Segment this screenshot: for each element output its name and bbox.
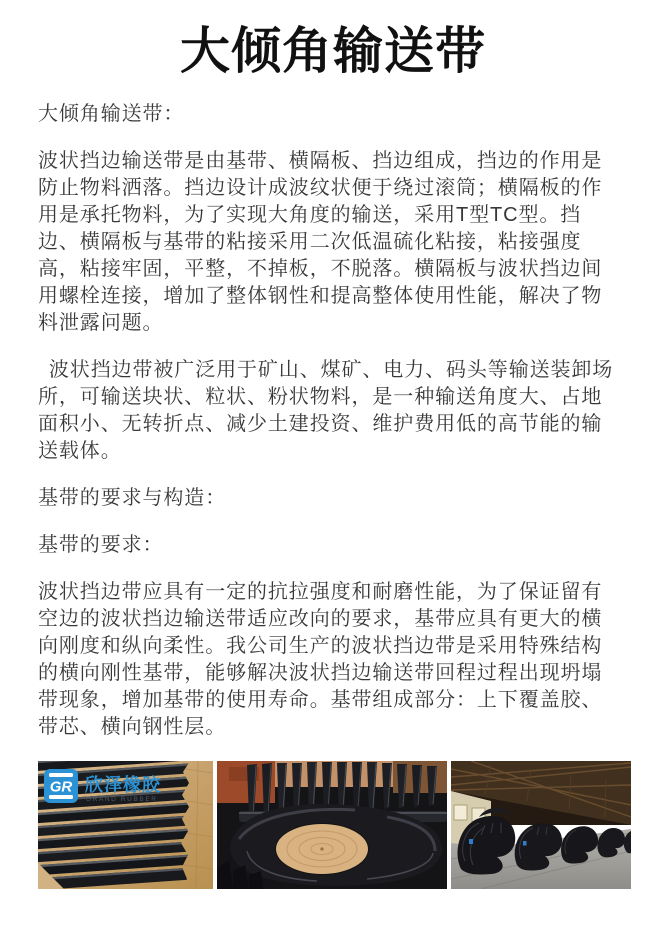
logo-name-cn: 欣泽橡胶: [85, 775, 161, 795]
product-photo-sidewall-strips: [38, 761, 213, 889]
article-body: [0, 101, 666, 741]
section-label-base-belt-structure: 基带的要求与构造：: [38, 487, 227, 509]
logo-monogram: GR: [49, 778, 73, 796]
section-label-intro: 大倾角输送带：: [38, 103, 185, 125]
grand-rubber-logo: [44, 769, 161, 803]
page-title: 大倾角输送带: [180, 23, 486, 79]
paragraph-base-belt-details: 波状挡边带应具有一定的抗拉强度和耐磨性能，为了保证留有空边的波状挡边输送带适应改向的要求，基带应具有更大的横向刚度和纵向柔性。我公司生产的波状挡边带是采用特殊结构的横向刚性基带，能够解决波状挡边输送带回程过程出现坍塌带现象，增加基带的使用寿命。基带组成部分：上下覆盖胶、带芯、横向钢性层。: [38, 581, 603, 738]
paragraph-composition: 波状挡边输送带是由基带、横隔板、挡边组成，挡边的作用是防止物料洒落。挡边设计成波纹状便于绕过滚筒；横隔板的作用是承托物料，为了实现大角度的输送，采用T型TC型。挡边、横隔板与基带的粘接采用二次低温硫化粘接，粘接强度高，粘接牢固，平整，不掉板，不脱落。横隔板与波状挡边间用螺栓连接，增加了整体钢性和提高整体使用性能，解决了物料泄露问题。: [38, 150, 603, 334]
section-label-base-belt-requirement: 基带的要求：: [38, 534, 164, 556]
product-photo-belt-loop: [217, 761, 447, 889]
product-photo-warehouse-belts: [451, 761, 631, 889]
logo-name-en: GRAND RUBBER: [86, 796, 158, 803]
product-photo-gallery: [0, 761, 666, 889]
paragraph-applications: 波状挡边带被广泛用于矿山、煤矿、电力、码头等输送装卸场所，可输送块状、粒状、粉状物料，是一种输送角度大、占地面积小、无转折点、减少土建投资、维护费用低的高节能的输送载体。: [38, 359, 614, 462]
